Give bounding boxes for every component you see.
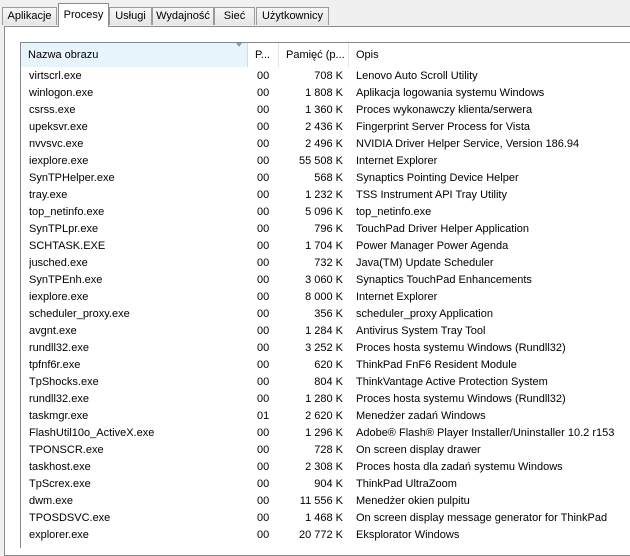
table-row[interactable] (21, 493, 630, 510)
table-row[interactable] (21, 136, 630, 153)
process-description: Synaptics TouchPad Enhancements (356, 274, 532, 286)
process-name: TpShocks.exe (29, 376, 99, 388)
process-name: winlogon.exe (29, 87, 94, 99)
process-session: 00 (257, 138, 270, 150)
process-description: Antivirus System Tray Tool (356, 325, 486, 337)
column-header-user[interactable] (248, 43, 279, 67)
process-name: top_netinfo.exe (29, 206, 105, 218)
table-row[interactable] (21, 425, 630, 442)
process-description: Menedżer zadań Windows (356, 410, 486, 422)
process-session: 00 (257, 121, 270, 133)
process-memory: 804 K (314, 376, 343, 388)
table-row[interactable] (21, 340, 630, 357)
table-row[interactable] (21, 238, 630, 255)
tab-services[interactable]: Usługi (109, 7, 152, 25)
process-memory: 796 K (314, 223, 343, 235)
process-memory: 2 308 K (305, 461, 343, 473)
table-row[interactable] (21, 102, 630, 119)
process-name: rundll32.exe (29, 393, 89, 405)
process-memory: 20 772 K (298, 529, 343, 541)
column-header-image-name[interactable] (21, 43, 248, 67)
process-name: rundll32.exe (29, 342, 89, 354)
column-header-memory[interactable] (279, 43, 349, 67)
process-session: 00 (257, 223, 270, 235)
process-name: virtscrl.exe (29, 70, 82, 82)
process-memory: 904 K (314, 478, 343, 490)
process-session: 00 (257, 206, 270, 218)
process-name: explorer.exe (29, 529, 89, 541)
process-session: 00 (257, 512, 270, 524)
process-session: 00 (257, 376, 270, 388)
process-name: FlashUtil10o_ActiveX.exe (29, 427, 155, 439)
table-row[interactable] (21, 408, 630, 425)
process-session: 00 (257, 104, 270, 116)
process-name: TpScrex.exe (29, 478, 91, 490)
process-memory: 1 284 K (305, 325, 343, 337)
process-session: 00 (257, 529, 270, 541)
process-memory: 1 704 K (305, 240, 343, 252)
process-memory: 1 808 K (305, 87, 343, 99)
process-memory: 568 K (314, 172, 343, 184)
process-name: csrss.exe (29, 104, 76, 116)
process-name: scheduler_proxy.exe (29, 308, 130, 320)
table-row[interactable] (21, 374, 630, 391)
process-name: SynTPLpr.exe (29, 223, 99, 235)
table-row[interactable] (21, 510, 630, 527)
process-session: 00 (257, 291, 270, 303)
process-name: iexplore.exe (29, 155, 89, 167)
process-memory: 55 508 K (298, 155, 343, 167)
process-session: 00 (257, 427, 270, 439)
column-header-image-name-label: Nazwa obrazu (28, 49, 99, 61)
process-memory: 1 232 K (305, 189, 343, 201)
process-session: 00 (257, 495, 270, 507)
column-header-row (21, 43, 630, 67)
table-row[interactable] (21, 306, 630, 323)
table-row[interactable] (21, 68, 630, 85)
process-memory: 1 360 K (305, 104, 343, 116)
process-session: 00 (257, 70, 270, 82)
table-row[interactable] (21, 204, 630, 221)
table-row[interactable] (21, 85, 630, 102)
process-description: ThinkVantage Active Protection System (356, 376, 548, 388)
process-name: taskhost.exe (29, 461, 91, 473)
process-description: scheduler_proxy Application (356, 308, 493, 320)
tab-bar (0, 0, 630, 26)
table-row[interactable] (21, 391, 630, 408)
process-description: Proces hosta dla zadań systemu Windows (356, 461, 563, 473)
process-name: TPOSDSVC.exe (29, 512, 111, 524)
process-description: Adobe® Flash® Player Installer/Uninstaller 10.2 r153 (356, 427, 615, 439)
process-description: On screen display message generator for ThinkPad (356, 512, 608, 524)
table-row[interactable] (21, 357, 630, 374)
process-description: Lenovo Auto Scroll Utility (356, 70, 478, 82)
process-memory: 2 436 K (305, 121, 343, 133)
table-row[interactable] (21, 272, 630, 289)
column-header-user-label: P... (255, 49, 271, 61)
process-description: top_netinfo.exe (356, 206, 432, 218)
table-row[interactable] (21, 170, 630, 187)
process-memory: 728 K (314, 444, 343, 456)
process-session: 01 (257, 410, 270, 422)
table-row[interactable] (21, 289, 630, 306)
process-name: nvvsvc.exe (29, 138, 84, 150)
process-description: ThinkPad FnF6 Resident Module (356, 359, 517, 371)
process-memory: 11 556 K (299, 495, 343, 507)
process-memory: 3 060 K (305, 274, 343, 286)
table-row[interactable] (21, 119, 630, 136)
process-memory: 1 280 K (305, 393, 343, 405)
table-row[interactable] (21, 153, 630, 170)
process-memory: 1 468 K (305, 512, 343, 524)
process-name: dwm.exe (29, 495, 74, 507)
process-session: 00 (257, 308, 270, 320)
process-session: 00 (257, 461, 270, 473)
process-description: On screen display drawer (356, 444, 481, 456)
process-session: 00 (257, 325, 270, 337)
process-description: Internet Explorer (356, 155, 438, 167)
tab-users[interactable]: Użytkownicy (256, 7, 329, 25)
table-row[interactable] (21, 459, 630, 476)
process-name: SynTPHelper.exe (29, 172, 115, 184)
process-session: 00 (257, 478, 270, 490)
process-session: 00 (257, 444, 270, 456)
process-session: 00 (257, 274, 270, 286)
process-memory: 5 096 K (305, 206, 343, 218)
process-session: 00 (257, 172, 270, 184)
process-description: Power Manager Power Agenda (356, 240, 509, 252)
process-memory: 708 K (314, 70, 343, 82)
process-name: SCHTASK.EXE (29, 240, 106, 252)
process-description: Java(TM) Update Scheduler (356, 257, 494, 269)
process-memory: 2 620 K (305, 410, 343, 422)
process-list[interactable] (20, 42, 630, 548)
process-session: 00 (257, 257, 270, 269)
process-memory: 3 252 K (305, 342, 343, 354)
tab-applications[interactable]: Aplikacje (2, 7, 57, 25)
process-memory: 2 496 K (305, 138, 343, 150)
process-name: tray.exe (29, 189, 68, 201)
column-header-memory-label: Pamięć (p... (286, 49, 345, 61)
tab-processes[interactable]: Procesy (58, 3, 109, 27)
process-memory: 356 K (314, 308, 343, 320)
process-name: iexplore.exe (29, 291, 89, 303)
process-description: ThinkPad UltraZoom (356, 478, 457, 490)
process-description: Fingerprint Server Process for Vista (356, 121, 531, 133)
process-memory: 8 000 K (305, 291, 343, 303)
table-row[interactable] (21, 476, 630, 493)
process-name: SynTPEnh.exe (29, 274, 103, 286)
process-session: 00 (257, 155, 270, 167)
tab-performance[interactable]: Wydajność (152, 7, 214, 25)
process-description: Proces wykonawczy klienta/serwera (356, 104, 533, 116)
process-description: TSS Instrument API Tray Utility (356, 189, 507, 201)
process-session: 00 (257, 342, 270, 354)
process-description: Aplikacja logowania systemu Windows (356, 87, 545, 99)
process-session: 00 (257, 393, 270, 405)
table-row[interactable] (21, 221, 630, 238)
table-row[interactable] (21, 323, 630, 340)
table-row[interactable] (21, 255, 630, 272)
process-session: 00 (257, 87, 270, 99)
process-description: Eksplorator Windows (356, 529, 460, 541)
process-name: tpfnf6r.exe (29, 359, 81, 371)
table-row[interactable] (21, 442, 630, 459)
process-memory: 732 K (314, 257, 343, 269)
tab-network[interactable]: Sieć (214, 7, 255, 25)
process-name: TPONSCR.exe (29, 444, 104, 456)
process-description: NVIDIA Driver Helper Service, Version 186.94 (356, 138, 580, 150)
process-memory: 1 296 K (305, 427, 343, 439)
table-row[interactable] (21, 187, 630, 204)
sort-arrow-icon (236, 43, 242, 47)
process-rows (21, 68, 630, 544)
process-session: 00 (257, 359, 270, 371)
process-session: 00 (257, 189, 270, 201)
table-row[interactable] (21, 527, 630, 544)
column-header-description[interactable] (349, 43, 630, 67)
process-description: TouchPad Driver Helper Application (356, 223, 530, 235)
process-name: taskmgr.exe (29, 410, 89, 422)
process-description: Proces hosta systemu Windows (Rundll32) (356, 342, 566, 354)
process-description: Proces hosta systemu Windows (Rundll32) (356, 393, 566, 405)
process-description: Internet Explorer (356, 291, 438, 303)
process-name: jusched.exe (29, 257, 88, 269)
column-header-description-label: Opis (356, 49, 379, 61)
process-session: 00 (257, 240, 270, 252)
process-memory: 620 K (314, 359, 343, 371)
process-name: upeksvr.exe (29, 121, 88, 133)
process-name: avgnt.exe (29, 325, 77, 337)
process-description: Synaptics Pointing Device Helper (356, 172, 519, 184)
process-description: Menedżer okien pulpitu (356, 495, 470, 507)
